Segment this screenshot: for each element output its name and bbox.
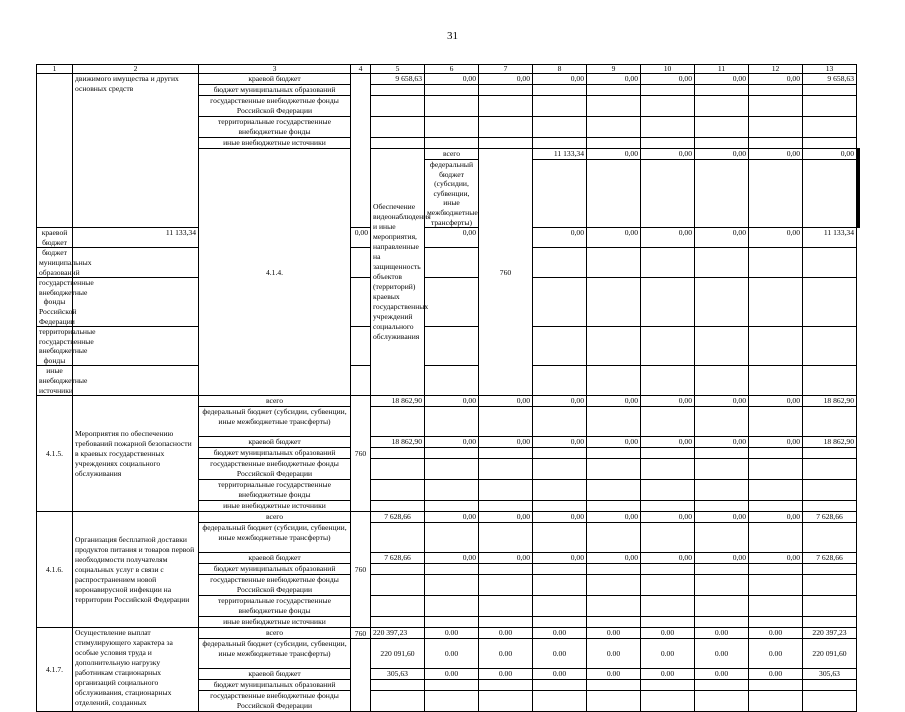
value-cell: 0.00 xyxy=(695,639,749,669)
source-cell: бюджет муниципальных образований xyxy=(37,248,73,278)
item-code-cell: 4.1.4. xyxy=(199,149,351,396)
item-code-cell xyxy=(37,74,73,228)
value-cell: 220 091,60 xyxy=(371,639,425,669)
value-cell: 7 628,66 xyxy=(803,512,857,523)
value-cell: 0,00 xyxy=(695,553,749,564)
value-cell: 0.00 xyxy=(749,639,803,669)
value-cell: 0,00 xyxy=(425,396,479,407)
value-cell: 11 133,34 xyxy=(533,149,587,160)
source-cell: бюджет муниципальных образований xyxy=(199,680,351,691)
value-cell: 0,00 xyxy=(425,553,479,564)
item-name-cell: движимого имущества и других основных средств xyxy=(73,74,199,228)
value-cell: 18 862,90 xyxy=(371,437,425,448)
header-cell: 10 xyxy=(641,65,695,74)
value-cell: 0,00 xyxy=(351,228,371,248)
value-cell: 0,00 xyxy=(641,149,695,160)
source-cell: всего xyxy=(425,149,479,160)
kbk-cell: 760 xyxy=(351,396,371,512)
value-cell: 0,00 xyxy=(695,512,749,523)
source-cell: бюджет муниципальных образований xyxy=(199,448,351,459)
value-cell: 0.00 xyxy=(749,628,803,639)
value-cell: 0,00 xyxy=(587,437,641,448)
value-cell: 0,00 xyxy=(749,149,803,160)
source-cell: государственные внебюджетные фонды Российской Федерации xyxy=(199,691,351,712)
value-cell: 18 862,90 xyxy=(803,396,857,407)
source-cell: бюджет муниципальных образований xyxy=(199,85,351,96)
column-number-row xyxy=(37,65,860,74)
header-cell: 9 xyxy=(587,65,641,74)
source-cell: территориальные государственные внебюджетные фонды xyxy=(199,117,351,138)
value-cell: 0,00 xyxy=(695,228,749,248)
value-cell: 11 133,34 xyxy=(73,228,199,248)
table-row xyxy=(37,628,860,639)
value-cell: 0,00 xyxy=(533,512,587,523)
value-cell: 0.00 xyxy=(425,669,479,680)
source-cell: федеральный бюджет (субсидии, субвенции, иные межбюджетные трансферты) xyxy=(425,160,479,228)
header-cell: 7 xyxy=(479,65,533,74)
page-number: 31 xyxy=(447,30,458,42)
budget-table xyxy=(36,64,860,712)
value-cell: 0.00 xyxy=(425,628,479,639)
value-cell: 0,00 xyxy=(479,74,533,85)
value-cell: 0,00 xyxy=(641,74,695,85)
value-cell: 305,63 xyxy=(803,669,857,680)
source-cell: государственные внебюджетные фонды Российской Федерации xyxy=(37,278,73,327)
source-cell: бюджет муниципальных образований xyxy=(199,564,351,575)
header-cell: 12 xyxy=(749,65,803,74)
table-row xyxy=(37,396,860,407)
source-cell: краевой бюджет xyxy=(199,669,351,680)
value-cell: 0,00 xyxy=(803,149,857,160)
value-cell: 18 862,90 xyxy=(803,437,857,448)
value-cell: 9 658,63 xyxy=(371,74,425,85)
source-cell: всего xyxy=(199,396,351,407)
value-cell: 0,00 xyxy=(749,396,803,407)
source-cell: государственные внебюджетные фонды Российской Федерации xyxy=(199,575,351,596)
header-cell: 5 xyxy=(371,65,425,74)
value-cell: 0,00 xyxy=(479,512,533,523)
value-cell: 0,00 xyxy=(695,396,749,407)
value-cell: 220 091,60 xyxy=(803,639,857,669)
value-cell: 0.00 xyxy=(533,639,587,669)
item-code-cell: 4.1.6. xyxy=(37,512,73,628)
value-cell: 0,00 xyxy=(533,396,587,407)
value-cell: 0.00 xyxy=(641,628,695,639)
value-cell: 0,00 xyxy=(641,396,695,407)
value-cell: 0,00 xyxy=(425,437,479,448)
value-cell: 0,00 xyxy=(587,396,641,407)
value-cell: 0.00 xyxy=(479,669,533,680)
value-cell: 0,00 xyxy=(749,553,803,564)
value-cell: 0,00 xyxy=(749,437,803,448)
source-cell: государственные внебюджетные фонды Российской Федерации xyxy=(199,96,351,117)
value-cell: 0.00 xyxy=(749,669,803,680)
value-cell: 7 628,66 xyxy=(371,553,425,564)
item-code-cell: 4.1.5. xyxy=(37,396,73,512)
source-cell: краевой бюджет xyxy=(37,228,73,248)
header-cell: 3 xyxy=(199,65,351,74)
table-row xyxy=(37,512,860,523)
value-cell: 0,00 xyxy=(587,228,641,248)
value-cell: 0.00 xyxy=(587,669,641,680)
value-cell: 0.00 xyxy=(479,628,533,639)
table-row xyxy=(37,228,860,248)
kbk-cell: 760 xyxy=(351,512,371,628)
item-name-cell: Осуществление выплат стимулирующего характера за особые условия труда и дополнительную нагрузку работникам стационарных организаций социального обслуживания, стационарных отделений, созданных xyxy=(73,628,199,712)
value-cell: 0.00 xyxy=(533,669,587,680)
value-cell: 0.00 xyxy=(425,639,479,669)
table-row xyxy=(37,248,860,278)
value-cell: 0.00 xyxy=(479,639,533,669)
header-cell: 11 xyxy=(695,65,749,74)
table-row xyxy=(37,327,860,366)
kbk-cell: 760 xyxy=(351,628,371,639)
value-cell: 0,00 xyxy=(425,74,479,85)
value-cell: 0,00 xyxy=(533,553,587,564)
source-cell: иные внебюджетные источники xyxy=(199,501,351,512)
source-cell: территориальные государственные внебюджетные фонды xyxy=(37,327,73,366)
header-cell: 4 xyxy=(351,65,371,74)
value-cell: 0,00 xyxy=(641,553,695,564)
value-cell: 0.00 xyxy=(641,669,695,680)
source-cell: федеральный бюджет (субсидии, субвенции, иные межбюджетные трансферты) xyxy=(199,639,351,669)
source-cell: территориальные государственные внебюджетные фонды xyxy=(199,480,351,501)
value-cell: 0,00 xyxy=(587,512,641,523)
value-cell: 0,00 xyxy=(641,228,695,248)
header-cell: 1 xyxy=(37,65,73,74)
value-cell: 0,00 xyxy=(749,74,803,85)
source-cell: краевой бюджет xyxy=(199,74,351,85)
item-code-cell: 4.1.7. xyxy=(37,628,73,712)
source-cell: иные внебюджетные источники xyxy=(199,138,351,149)
source-cell: федеральный бюджет (субсидии, субвенции, иные межбюджетные трансферты) xyxy=(199,407,351,437)
source-cell: всего xyxy=(199,512,351,523)
value-cell: 0,00 xyxy=(587,149,641,160)
source-cell: краевой бюджет xyxy=(199,553,351,564)
value-cell: 305,63 xyxy=(371,669,425,680)
source-cell: государственные внебюджетные фонды Российской Федерации xyxy=(199,459,351,480)
value-cell: 18 862,90 xyxy=(371,396,425,407)
table-row xyxy=(37,366,860,396)
item-name-cell: Мероприятия по обеспечению требований пожарной безопасности в краевых государственных учреждениях социального обслуживания xyxy=(73,396,199,512)
value-cell: 0.00 xyxy=(695,628,749,639)
value-cell: 0,00 xyxy=(425,228,479,248)
value-cell: 0,00 xyxy=(533,74,587,85)
header-cell: 13 xyxy=(803,65,857,74)
kbk-cell xyxy=(351,74,371,228)
value-cell: 0.00 xyxy=(587,628,641,639)
item-name-cell: Организация бесплатной доставки продуктов питания и товаров первой необходимости получателям социальных услуг в связи с распространением новой коронавирусной инфекции на территории Российской Федерации xyxy=(73,512,199,628)
value-cell: 0.00 xyxy=(533,628,587,639)
value-cell: 11 133,34 xyxy=(803,228,857,248)
item-name-cell: Обеспечение видеонаблюдения и иные мероприятия, направленные на защищенность объектов (территорий) краевых государственных учреждений социального обслуживания xyxy=(371,149,425,396)
value-cell: 7 628,66 xyxy=(803,553,857,564)
value-cell: 220 397,23 xyxy=(371,628,425,639)
value-cell: 0,00 xyxy=(587,74,641,85)
value-cell: 0,00 xyxy=(641,512,695,523)
value-cell: 0,00 xyxy=(695,74,749,85)
source-cell: территориальные государственные внебюджетные фонды xyxy=(199,596,351,617)
source-cell: всего xyxy=(199,628,351,639)
value-cell: 0.00 xyxy=(695,669,749,680)
table-row xyxy=(37,74,860,85)
header-cell: 2 xyxy=(73,65,199,74)
value-cell: 0,00 xyxy=(425,512,479,523)
table-row xyxy=(37,278,860,327)
value-cell: 0,00 xyxy=(479,553,533,564)
value-cell: 0,00 xyxy=(749,512,803,523)
value-cell: 0,00 xyxy=(533,437,587,448)
value-cell: 0,00 xyxy=(749,228,803,248)
value-cell: 0,00 xyxy=(641,437,695,448)
value-cell: 0,00 xyxy=(695,437,749,448)
header-cell: 8 xyxy=(533,65,587,74)
source-cell: федеральный бюджет (субсидии, субвенции, иные межбюджетные трансферты) xyxy=(199,523,351,553)
source-cell: краевой бюджет xyxy=(199,437,351,448)
kbk-cell: 760 xyxy=(479,149,533,396)
value-cell: 9 658,63 xyxy=(803,74,857,85)
value-cell: 0.00 xyxy=(587,639,641,669)
value-cell: 0,00 xyxy=(587,553,641,564)
value-cell xyxy=(859,149,860,160)
value-cell: 0,00 xyxy=(479,396,533,407)
header-cell: 6 xyxy=(425,65,479,74)
source-cell: иные внебюджетные источники xyxy=(37,366,73,396)
value-cell: 0,00 xyxy=(479,437,533,448)
value-cell: 220 397,23 xyxy=(803,628,857,639)
value-cell: 0.00 xyxy=(641,639,695,669)
value-cell: 7 628,66 xyxy=(371,512,425,523)
source-cell: иные внебюджетные источники xyxy=(199,617,351,628)
value-cell: 0,00 xyxy=(533,228,587,248)
value-cell: 0,00 xyxy=(695,149,749,160)
